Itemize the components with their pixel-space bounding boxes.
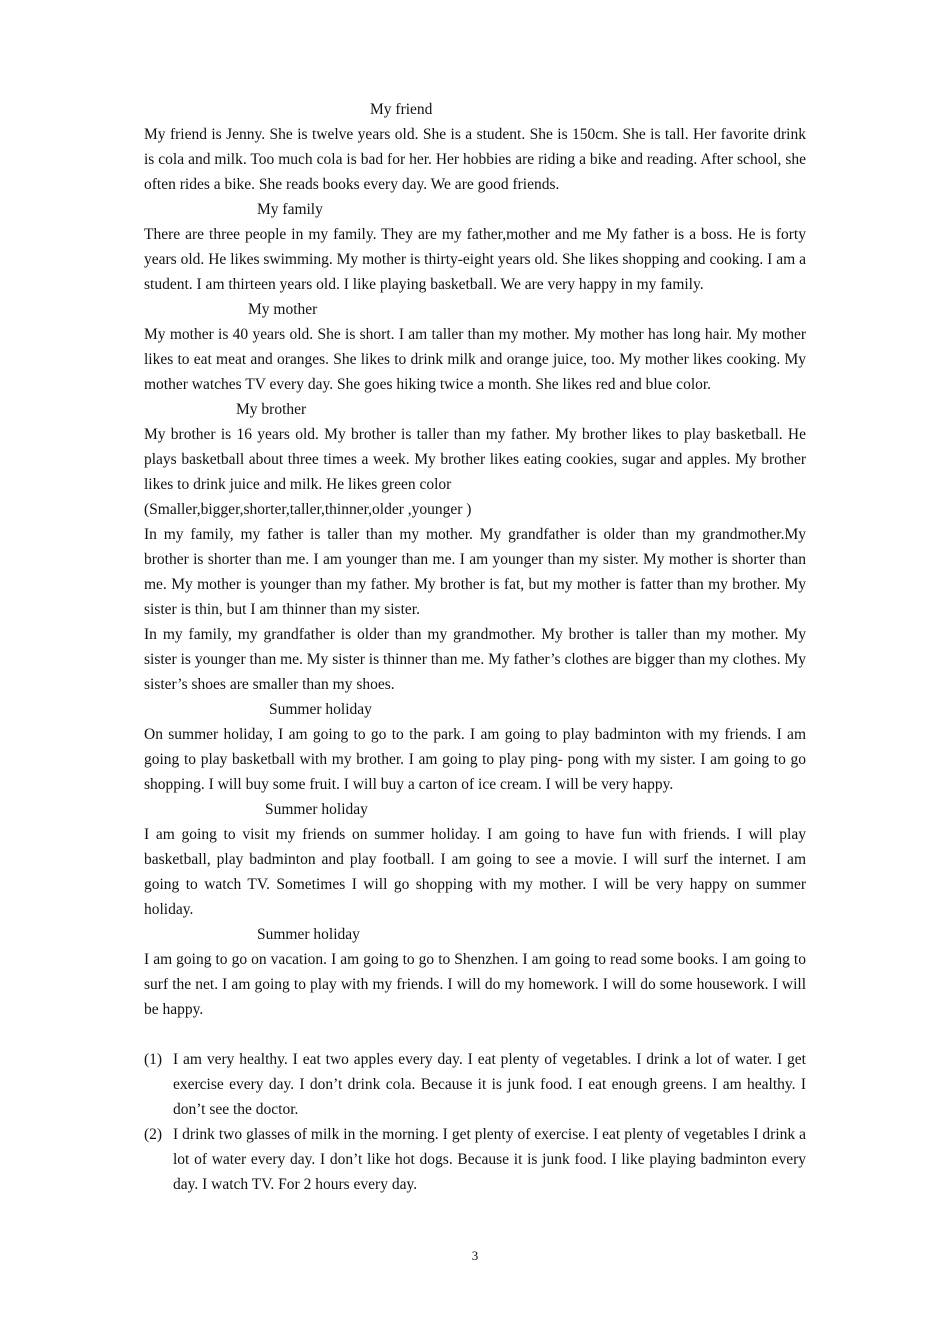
document-page	[144, 97, 806, 1197]
section-title: My mother	[248, 301, 318, 318]
page-number: 3	[471, 1248, 479, 1263]
numbered-item	[144, 1122, 806, 1197]
blank-line	[144, 1022, 806, 1047]
section-title: My family	[257, 201, 323, 218]
paragraph: I am going to go on vacation. I am going to go to Shenzhen. I am going to read some books. I am going to surf the net. I am going to play with my friends. I will do my homework. I will do some housework. I will be happy.	[144, 951, 806, 1018]
paragraph: My mother is 40 years old. She is short. I am taller than my mother. My mother has long hair. My mother likes to eat meat and oranges. She likes to drink milk and orange juice, too. My mother likes cooking. My mother watches TV every day. She goes hiking twice a month. She likes red and blue color.	[144, 326, 806, 393]
section-title: My brother	[236, 401, 307, 418]
item-number: (2)	[144, 1126, 163, 1143]
paragraph: I am going to visit my friends on summer holiday. I am going to have fun with friends. I will play basketball, play badminton and play football. I am going to see a movie. I will surf the internet. I am going to watch TV. Sometimes I will go shopping with my mother. I will be very happy on summer holiday.	[144, 826, 806, 918]
numbered-item	[144, 1047, 806, 1122]
item-text: I drink two glasses of milk in the morning. I get plenty of exercise. I eat plenty of vegetables I drink a lot of water every day. I don’t like hot dogs. Because it is junk food. I like playing badminton every day. I watch TV. For 2 hours every day.	[173, 1126, 806, 1193]
paragraph: There are three people in my family. They are my father,mother and me My father is a boss. He is forty years old. He likes swimming. My mother is thirty-eight years old. She likes shopping and cooking. I am a student. I am thirteen years old. I like playing basketball. We are very happy in my family.	[144, 226, 806, 293]
paragraph: On summer holiday, I am going to go to the park. I am going to play badminton with my friends. I am going to play basketball with my brother. I am going to play ping- pong with my sister. I am going to go shopping. I will buy some fruit. I will buy a carton of ice cream. I will be very happy.	[144, 726, 806, 793]
section-title: My friend	[370, 101, 433, 118]
section-title: Summer holiday	[265, 801, 368, 818]
section-title: Summer holiday	[257, 926, 360, 943]
paragraph: My brother is 16 years old. My brother is taller than my father. My brother likes to play basketball. He plays basketball about three times a week. My brother likes eating cookies, sugar and apples. My brother likes to drink juice and milk. He likes green color	[144, 426, 806, 493]
paragraph: In my family, my grandfather is older than my grandmother. My brother is taller than my mother. My sister is younger than me. My sister is thinner than me. My father’s clothes are bigger than my clothes. My sister’s shoes are smaller than my shoes.	[144, 626, 806, 693]
section-title: Summer holiday	[269, 701, 372, 718]
paragraph: In my family, my father is taller than my mother. My grandfather is older than my grandmother.My brother is shorter than me. I am younger than me. I am younger than my sister. My mother is shorter than me. My mother is younger than my father. My brother is fat, but my mother is fatter than my brother. My sister is thin, but I am thinner than my sister.	[144, 526, 806, 618]
paragraph: (Smaller,bigger,shorter,taller,thinner,older ,younger )	[144, 501, 472, 518]
paragraph: My friend is Jenny. She is twelve years old. She is a student. She is 150cm. She is tall. Her favorite drink is cola and milk. Too much cola is bad for her. Her hobbies are riding a bike and reading. After school, she often rides a bike. She reads books every day. We are good friends.	[144, 126, 806, 193]
item-number: (1)	[144, 1051, 163, 1068]
item-text: I am very healthy. I eat two apples every day. I eat plenty of vegetables. I drink a lot of water. I get exercise every day. I don’t drink cola. Because it is junk food. I eat enough greens. I am healthy. I don’t see the doctor.	[173, 1051, 806, 1118]
